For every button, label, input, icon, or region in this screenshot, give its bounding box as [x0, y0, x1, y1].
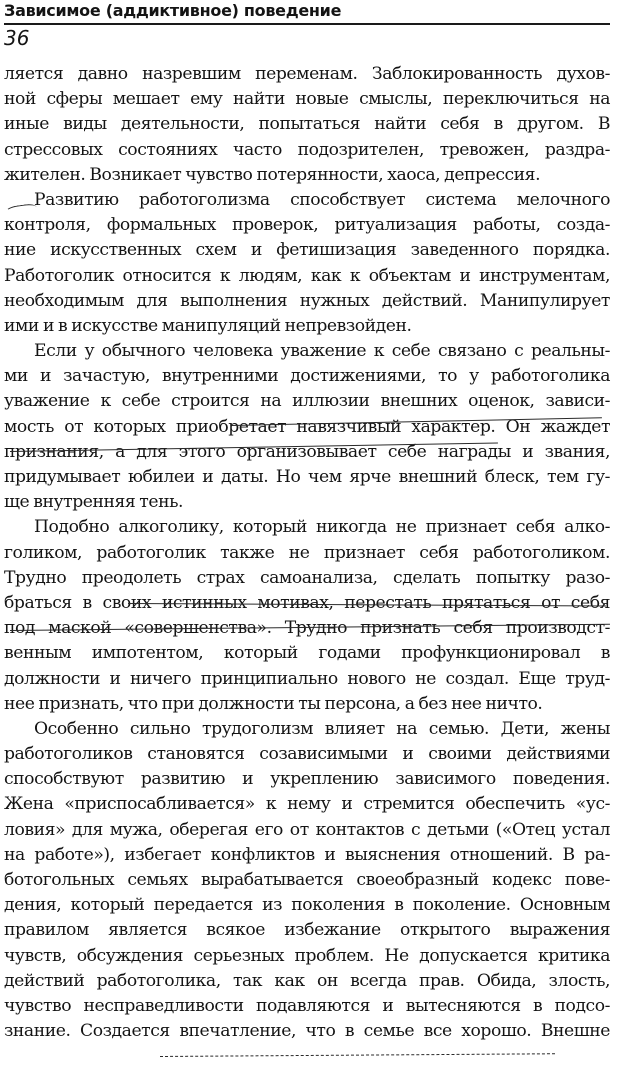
text-line: чувств, обсуждения серьезных проблем. Не допускается критика: [4, 945, 610, 966]
text-line: Если у обычного человека уважение к себе связано с реальны-: [34, 341, 610, 362]
text-line: Трудно преодолеть страх самоанализа, сделать попытку разо-: [4, 567, 610, 588]
text-line: ляется давно назревшим переменам. Заблокированность духов-: [4, 64, 610, 84]
text-line: чувство несправедливости подавляются и вытесняются в подсо-: [4, 995, 610, 1016]
text-line: голиком, работоголик также не признает себя работоголиком.: [4, 542, 610, 563]
text-line: дения, который передается из поколения в поколение. Основным: [4, 895, 610, 916]
text-line: ботогольных семьях вырабатывается своеобразный кодекс пове-: [4, 870, 610, 890]
text-line: действий работоголика, так как он всегда прав. Обида, злость,: [4, 970, 610, 991]
text-line: ние искусственных схем и фетишизация заведенного порядка.: [4, 240, 610, 261]
text-line: ловия» для мужа, оберегая его от контактов с детьми («Отец устал: [4, 819, 610, 840]
running-title: Зависимое (аддиктивное) поведение: [4, 1, 342, 20]
text-line: Работоголик относится к людям, как к объектам и инструментам,: [4, 265, 610, 286]
running-head: [4, 1, 610, 25]
text-line: жителен. Возникает чувство потерянности, хаоса, депрессия.: [4, 164, 541, 185]
text-line: должности и ничего принципиально нового не создал. Еще труд-: [4, 668, 610, 689]
text-line: нее признать, что при должности ты персона, а без нее ничто.: [4, 693, 543, 714]
text-line: работоголиков становятся созависимыми и своими действиями: [4, 744, 610, 765]
text-line: правилом является всякое избежание открытого выражения: [4, 920, 610, 941]
text-line: необходимым для выполнения нужных действий. Манипулирует: [4, 290, 610, 311]
text-line: ими и в искусстве манипуляций непревзойден.: [4, 315, 412, 336]
text-line: знание. Создается впечатление, что в семье все хорошо. Внешне: [4, 1021, 610, 1042]
text-line: способствуют развитию и укреплению зависимого поведения.: [4, 769, 610, 790]
text-line: признания, а для этого организовывает себе награды и звания,: [4, 441, 610, 462]
body-text: [4, 62, 610, 1044]
text-line: мость от которых приобретает навязчивый характер. Он жаждет: [4, 416, 610, 437]
text-line: Развитию работоголизма способствует система мелочного: [34, 189, 610, 210]
text-line: стрессовых состояниях часто подозрителен, тревожен, раздра-: [4, 139, 610, 160]
pencil-underline: [160, 1053, 555, 1057]
text-line: Жена «приспосабливается» к нему и стремится обеспечить «ус-: [4, 794, 610, 815]
text-line: на работе»), избегает конфликтов и выяснения отношений. В ра-: [4, 844, 610, 865]
text-line: ной сферы мешает ему найти новые смыслы, переключиться на: [4, 89, 610, 110]
text-line: Подобно алкоголику, который никогда не признает себя алко-: [34, 517, 610, 538]
text-line: придумывает юбилеи и даты. Но чем ярче внешний блеск, тем гу-: [4, 467, 610, 487]
text-line: венным импотентом, который годами профункционировал в: [4, 643, 610, 664]
text-line: контроля, формальных проверок, ритуализация работы, созда-: [4, 215, 610, 236]
text-line: уважение к себе строится на иллюзии внешних оценок, зависи-: [4, 391, 610, 412]
text-line: ще внутренняя тень.: [4, 492, 184, 513]
text-line: ми и зачастую, внутренними достижениями, то у работоголика: [4, 366, 610, 387]
page-number: 36: [4, 26, 30, 50]
text-line: под маской «совершенства». Трудно признать себя производст-: [4, 618, 610, 639]
text-line: иные виды деятельности, попытаться найти себя в другом. В: [4, 114, 610, 135]
text-line: Особенно сильно трудоголизм влияет на семью. Дети, жены: [34, 718, 610, 739]
text-line: браться в своих истинных мотивах, перестать прятаться от себя: [4, 592, 610, 613]
